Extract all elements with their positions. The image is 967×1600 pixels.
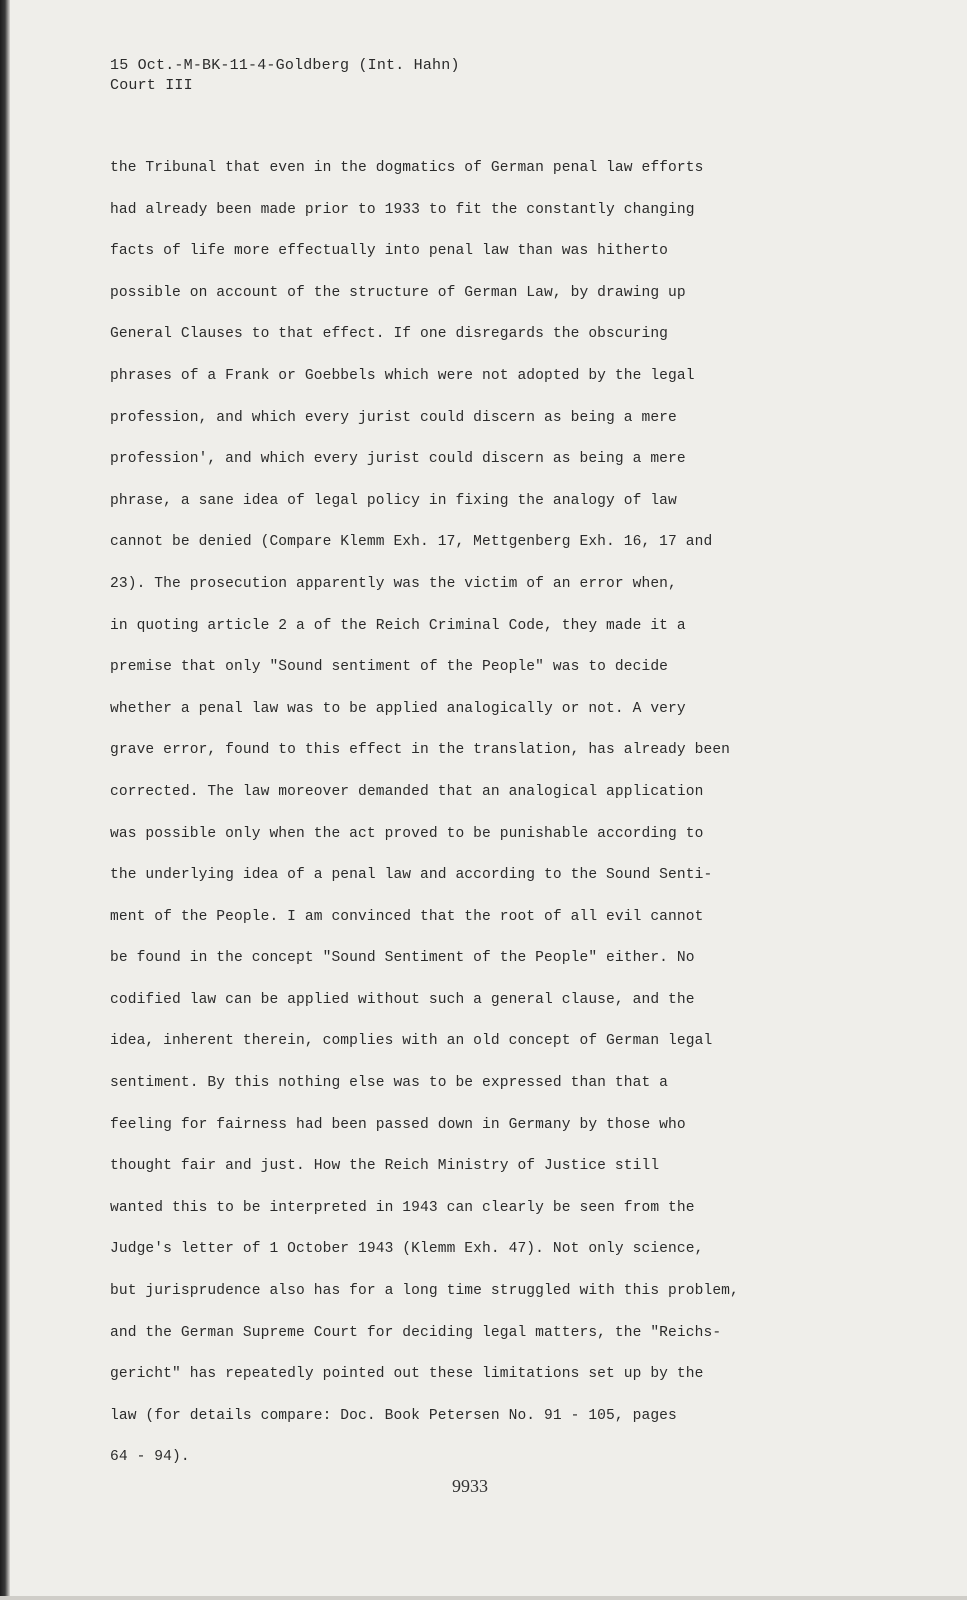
text-line-9: phrase, a sane idea of legal policy in fixing the analogy of law (110, 492, 677, 509)
text-line-2: had already been made prior to 1933 to fit the constantly changing (110, 201, 695, 218)
text-line-11: 23). The prosecution apparently was the victim of an error when, (110, 575, 677, 592)
text-line-24: feeling for fairness had been passed down in Germany by those who (110, 1116, 686, 1133)
text-line-27: Judge's letter of 1 October 1943 (Klemm Exh. 47). Not only science, (110, 1241, 704, 1258)
text-line-30: gericht" has repeatedly pointed out these limitations set up by the (110, 1366, 704, 1383)
scan-bottom-edge (0, 1596, 967, 1600)
text-line-18: the underlying idea of a penal law and according to the Sound Senti- (110, 867, 713, 884)
text-line-4: possible on account of the structure of German Law, by drawing up (110, 284, 686, 301)
text-line-22: idea, inherent therein, complies with an old concept of German legal (110, 1033, 713, 1050)
text-line-28: but jurisprudence also has for a long time struggled with this problem, (110, 1283, 739, 1300)
body-text (110, 158, 850, 1489)
text-line-1: the Tribunal that even in the dogmatics of German penal law efforts (110, 160, 704, 176)
document-header (110, 56, 460, 96)
text-line-19: ment of the People. I am convinced that the root of all evil cannot (110, 908, 704, 925)
scan-binding-edge (0, 0, 10, 1600)
text-line-23: sentiment. By this nothing else was to be expressed than that a (110, 1075, 669, 1092)
text-line-20: be found in the concept "Sound Sentiment of the People" either. No (110, 950, 695, 967)
text-line-3: facts of life more effectually into penal law than was hitherto (110, 243, 669, 260)
text-line-13: premise that only "Sound sentiment of the People" was to decide (110, 659, 669, 676)
text-line-25: thought fair and just. How the Reich Ministry of Justice still (110, 1158, 660, 1175)
header-reference-line: 15 Oct.-M-BK-11-4-Goldberg (Int. Hahn) (110, 57, 460, 74)
text-line-10: cannot be denied (Compare Klemm Exh. 17, Mettgenberg Exh. 16, 17 and (110, 534, 713, 551)
text-line-14: whether a penal law was to be applied analogically or not. A very (110, 700, 686, 717)
text-line-21: codified law can be applied without such a general clause, and the (110, 991, 695, 1008)
text-line-31: law (for details compare: Doc. Book Petersen No. 91 - 105, pages (110, 1407, 677, 1424)
text-line-8: profession', and which every jurist could discern as being a mere (110, 451, 686, 468)
page-number: 9933 (452, 1476, 488, 1496)
text-line-17: was possible only when the act proved to be punishable according to (110, 825, 704, 842)
text-line-15: grave error, found to this effect in the translation, has already been (110, 742, 731, 759)
text-line-29: and the German Supreme Court for deciding legal matters, the "Reichs- (110, 1324, 722, 1341)
text-line-5: General Clauses to that effect. If one disregards the obscuring (110, 326, 669, 343)
text-line-12: in quoting article 2 a of the Reich Criminal Code, they made it a (110, 617, 686, 634)
text-line-16: corrected. The law moreover demanded that an analogical application (110, 783, 704, 800)
text-line-7: profession, and which every jurist could discern as being a mere (110, 409, 677, 426)
header-court-line: Court III (110, 77, 193, 94)
text-line-32: 64 - 94). (110, 1449, 190, 1466)
text-line-26: wanted this to be interpreted in 1943 can clearly be seen from the (110, 1199, 695, 1216)
text-line-6: phrases of a Frank or Goebbels which were not adopted by the legal (110, 367, 695, 384)
